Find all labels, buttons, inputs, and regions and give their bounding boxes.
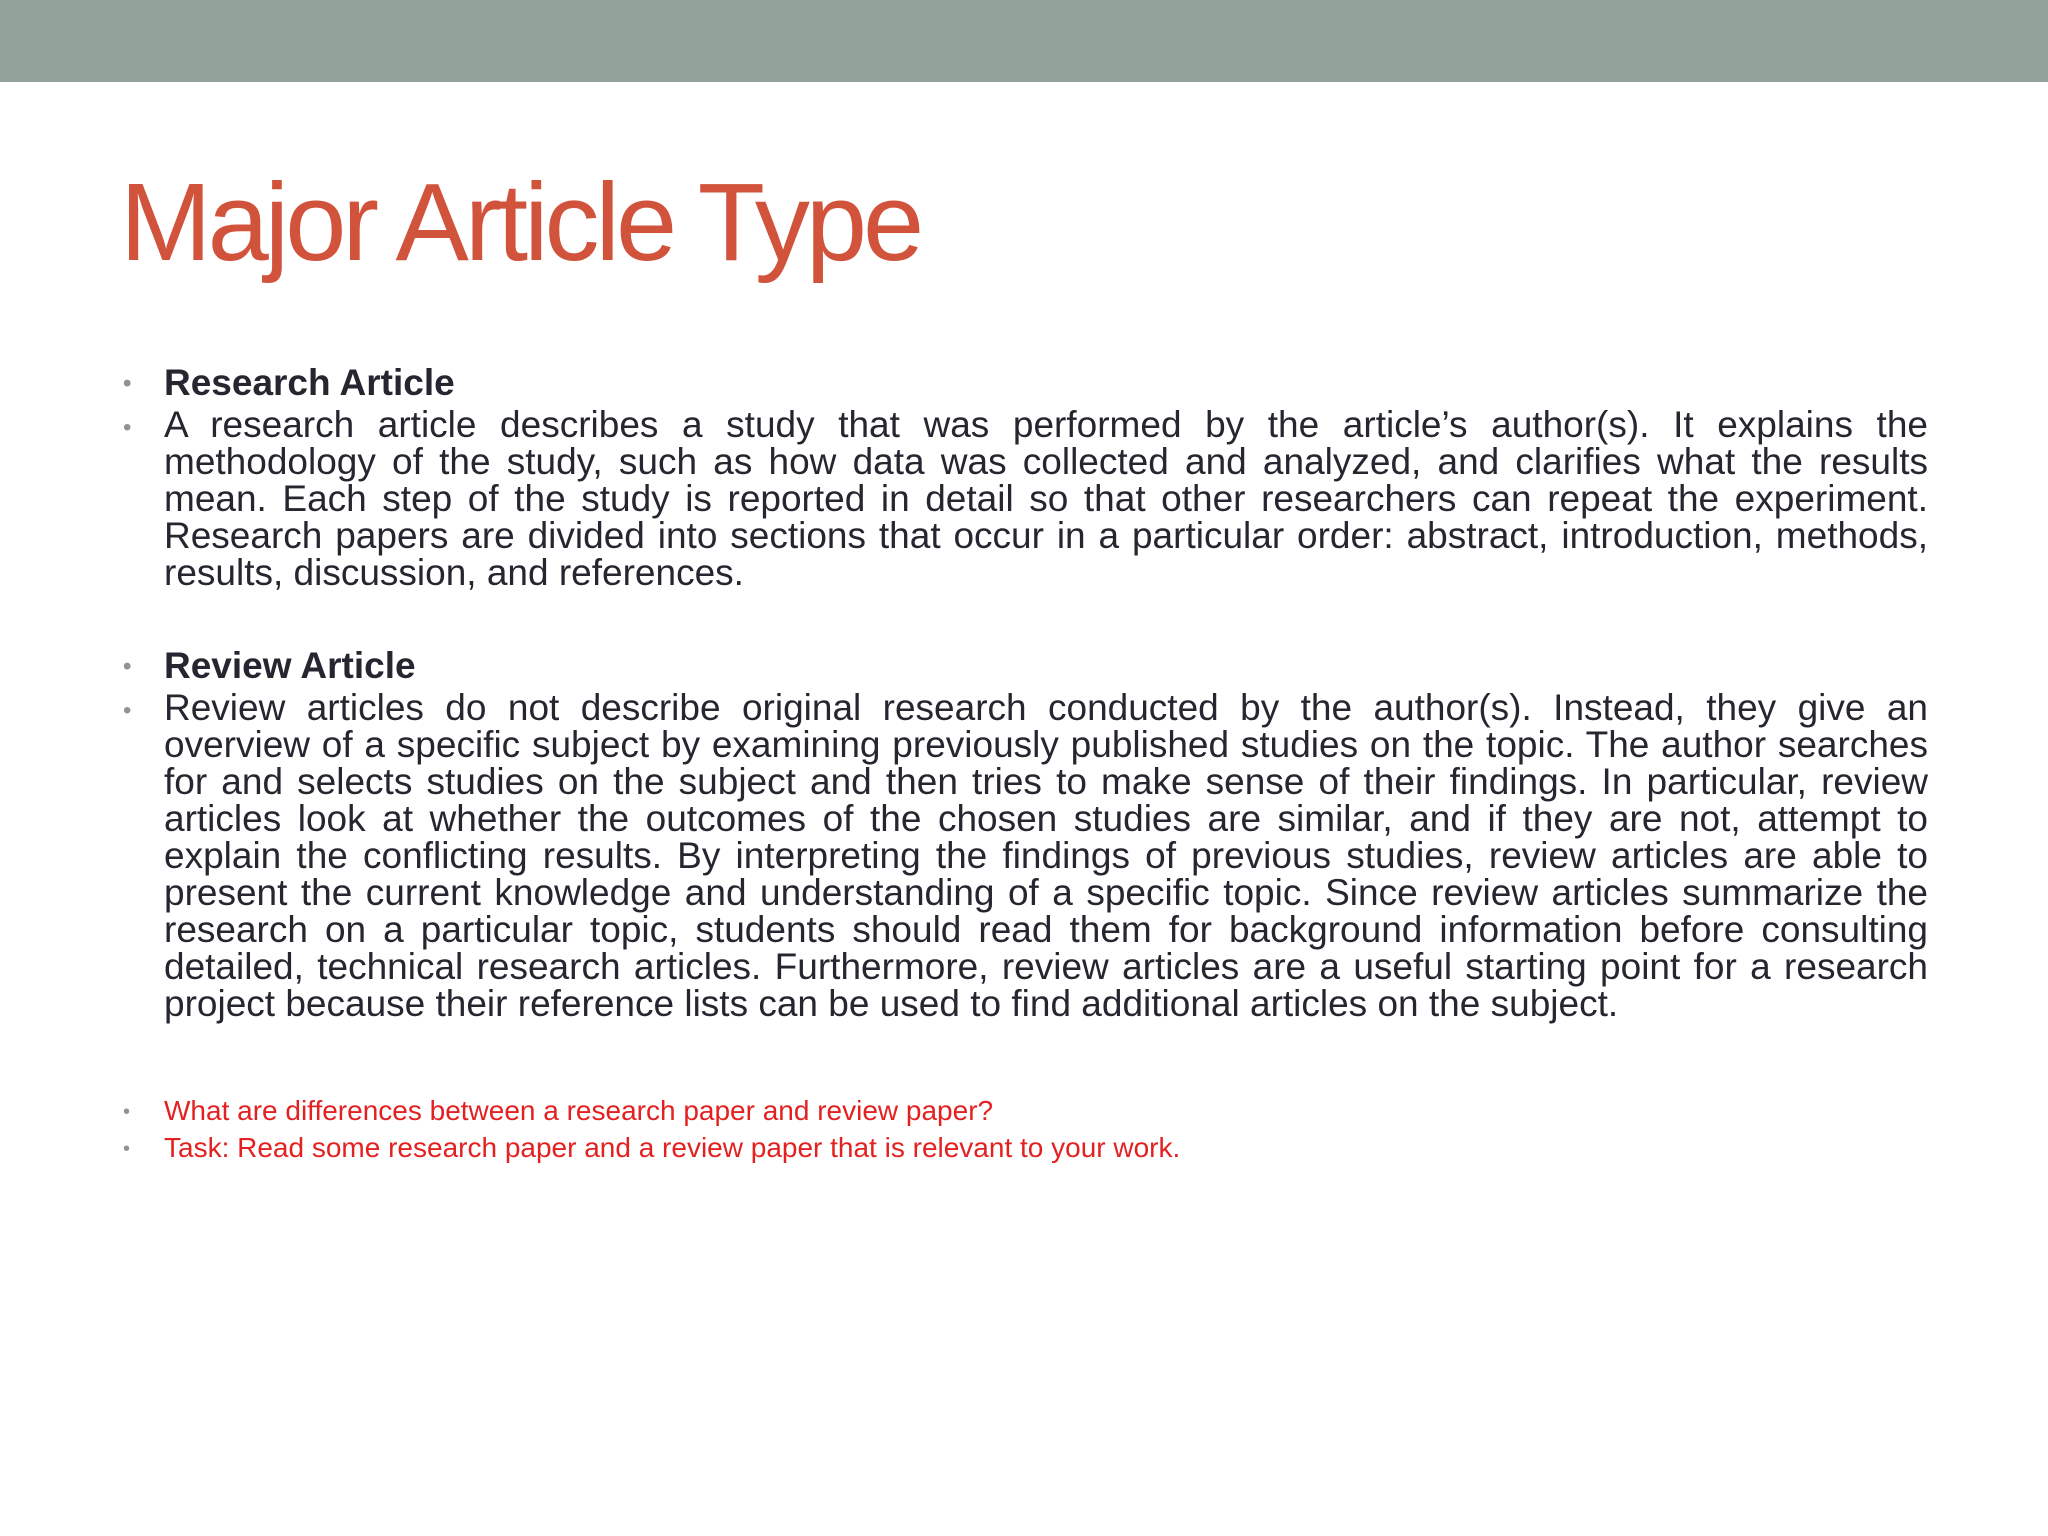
bullet-icon: •: [123, 1138, 131, 1160]
review-article-description: [120, 689, 1928, 1022]
review-article-heading: [120, 643, 1928, 689]
task-instruction: [120, 1129, 1928, 1166]
bullet-icon: •: [123, 1101, 131, 1123]
bullet-icon: •: [123, 697, 132, 724]
research-article-description-text: A research article describes a study that was performed by the article’s author(s). It explains the methodology of the study, such as how data was collected and analyzed, and clarifies what the results mean. Each step of the study is reported in detail so that other researchers can repeat the experiment. Research papers are divided into sections that occur in a particular order: abstract, introduction, methods, results, discussion, and references.: [164, 404, 1928, 593]
research-article-heading-text: Research Article: [164, 362, 455, 403]
research-article-heading: [120, 360, 1928, 406]
bullet-icon: •: [123, 414, 132, 441]
research-article-description: [120, 406, 1928, 591]
bullet-icon: •: [123, 370, 132, 397]
top-banner-bar: [0, 0, 2048, 82]
discussion-question-text: What are differences between a research paper and review paper?: [164, 1095, 994, 1126]
review-article-heading-text: Review Article: [164, 645, 416, 686]
discussion-question: [120, 1092, 1928, 1129]
bullet-icon: •: [123, 653, 132, 680]
task-instruction-text: Task: Read some research paper and a review paper that is relevant to your work.: [164, 1132, 1181, 1163]
slide-content: [120, 360, 1928, 1166]
review-article-description-text: Review articles do not describe original research conducted by the author(s). Instead, they give an overview of a specific subject by examining previously published studies on the topic. The author searches for and selects studies on the subject and then tries to make sense of their findings. In particular, review articles look at whether the outcomes of the chosen studies are similar, and if they are not, attempt to explain the conflicting results. By interpreting the findings of previous studies, review articles are able to present the current knowledge and understanding of a specific topic. Since review articles summarize the research on a particular topic, students should read them for background information before consulting detailed, technical research articles. Furthermore, review articles are a useful starting point for a research project because their reference lists can be used to find additional articles on the subject.: [164, 687, 1928, 1024]
slide-title: Major Article Type: [120, 161, 921, 284]
